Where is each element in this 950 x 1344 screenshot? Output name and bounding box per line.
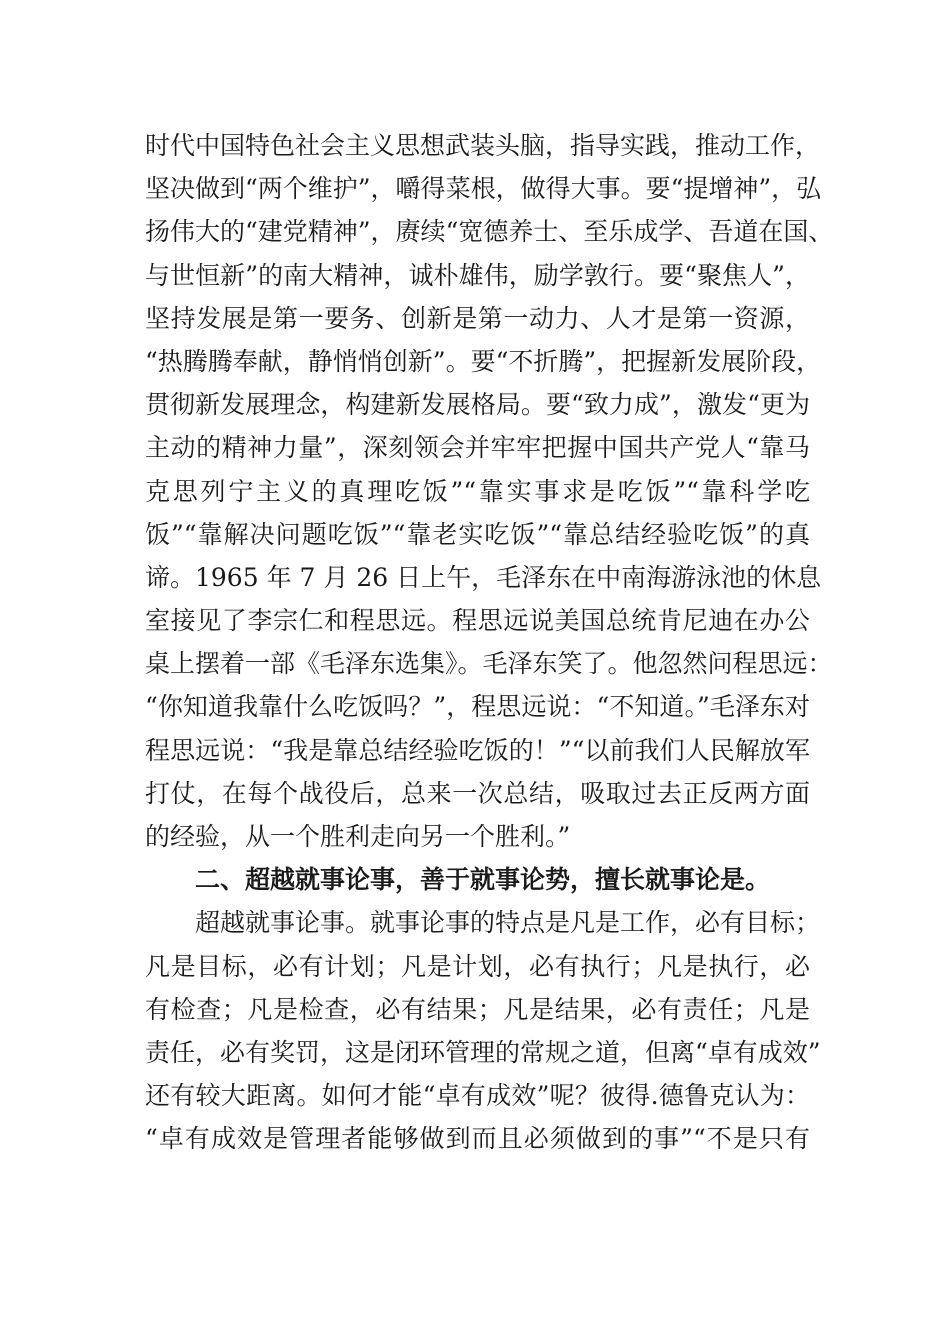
body-text bbox=[145, 124, 834, 1161]
text-line: “卓有成效是管理者能够做到而且必须做到的事”“不是只有 bbox=[145, 1124, 810, 1154]
text-line: 责任，必有奖罚，这是闭环管理的常规之道，但离“卓有成效” bbox=[145, 1037, 821, 1067]
text-line: 谛。1965 年 7 月 26 日上午，毛泽东在中南海游泳池的休息 bbox=[145, 562, 822, 592]
text-line: 桌上摆着一部《毛泽东选集》。毛泽东笑了。他忽然问程思远： bbox=[145, 649, 833, 679]
text-line: “你知道我靠什么吃饭吗？”，程思远说：“不知道。”毛泽东对 bbox=[145, 692, 810, 722]
text-line: 饭”“靠解决问题吃饭”“靠老实吃饭”“靠总结经验吃饭”的真 bbox=[145, 519, 810, 549]
text-line: 打仗，在每个战役后，总来一次总结，吸取过去正反两方面 bbox=[145, 778, 810, 808]
text-line: 凡是目标，必有计划；凡是计划，必有执行；凡是执行，必 bbox=[145, 951, 810, 981]
text-line: 坚决做到“两个维护”，嚼得菜根，做得大事。要“提增神”，弘 bbox=[145, 174, 822, 204]
text-line: 与世恒新”的南大精神，诚朴雄伟，励学敦行。要“聚焦人”， bbox=[145, 260, 810, 290]
text-line: 的经验，从一个胜利走向另一个胜利。” bbox=[145, 822, 571, 851]
section-heading: 二、超越就事论事，善于就事论势，擅长就事论是。 bbox=[195, 865, 771, 895]
text-line: “热腾腾奉献，静悄悄创新”。要“不折腾”，把握新发展阶段， bbox=[145, 346, 822, 376]
text-line: 室接见了李宗仁和程思远。程思远说美国总统肯尼迪在办公 bbox=[145, 606, 810, 636]
text-line: 扬伟大的“建党精神”，赓续“宽德养士、至乐成学、吾道在国、 bbox=[145, 217, 834, 247]
text-line: 还有较大距离。如何才能“卓有成效”呢？彼得.德鲁克认为： bbox=[145, 1081, 810, 1111]
text-line: 程思远说：“我是靠总结经验吃饭的！”“以前我们人民解放军 bbox=[145, 735, 810, 765]
text-line: 有检查；凡是检查，必有结果；凡是结果，必有责任；凡是 bbox=[145, 994, 810, 1024]
text-line: 坚持发展是第一要务、创新是第一动力、人才是第一资源， bbox=[145, 303, 810, 333]
text-line: 克思列宁主义的真理吃饭”“靠实事求是吃饭”“靠科学吃 bbox=[145, 476, 810, 506]
text-line: 主动的精神力量”，深刻领会并牢牢把握中国共产党人“靠马 bbox=[145, 433, 810, 463]
paragraph-first-line: 超越就事论事。就事论事的特点是凡是工作，必有目标； bbox=[195, 908, 821, 938]
text-line: 贯彻新发展理念，构建新发展格局。要“致力成”，激发“更为 bbox=[145, 390, 810, 420]
text-line: 时代中国特色社会主义思想武装头脑，指导实践，推动工作， bbox=[145, 131, 821, 160]
